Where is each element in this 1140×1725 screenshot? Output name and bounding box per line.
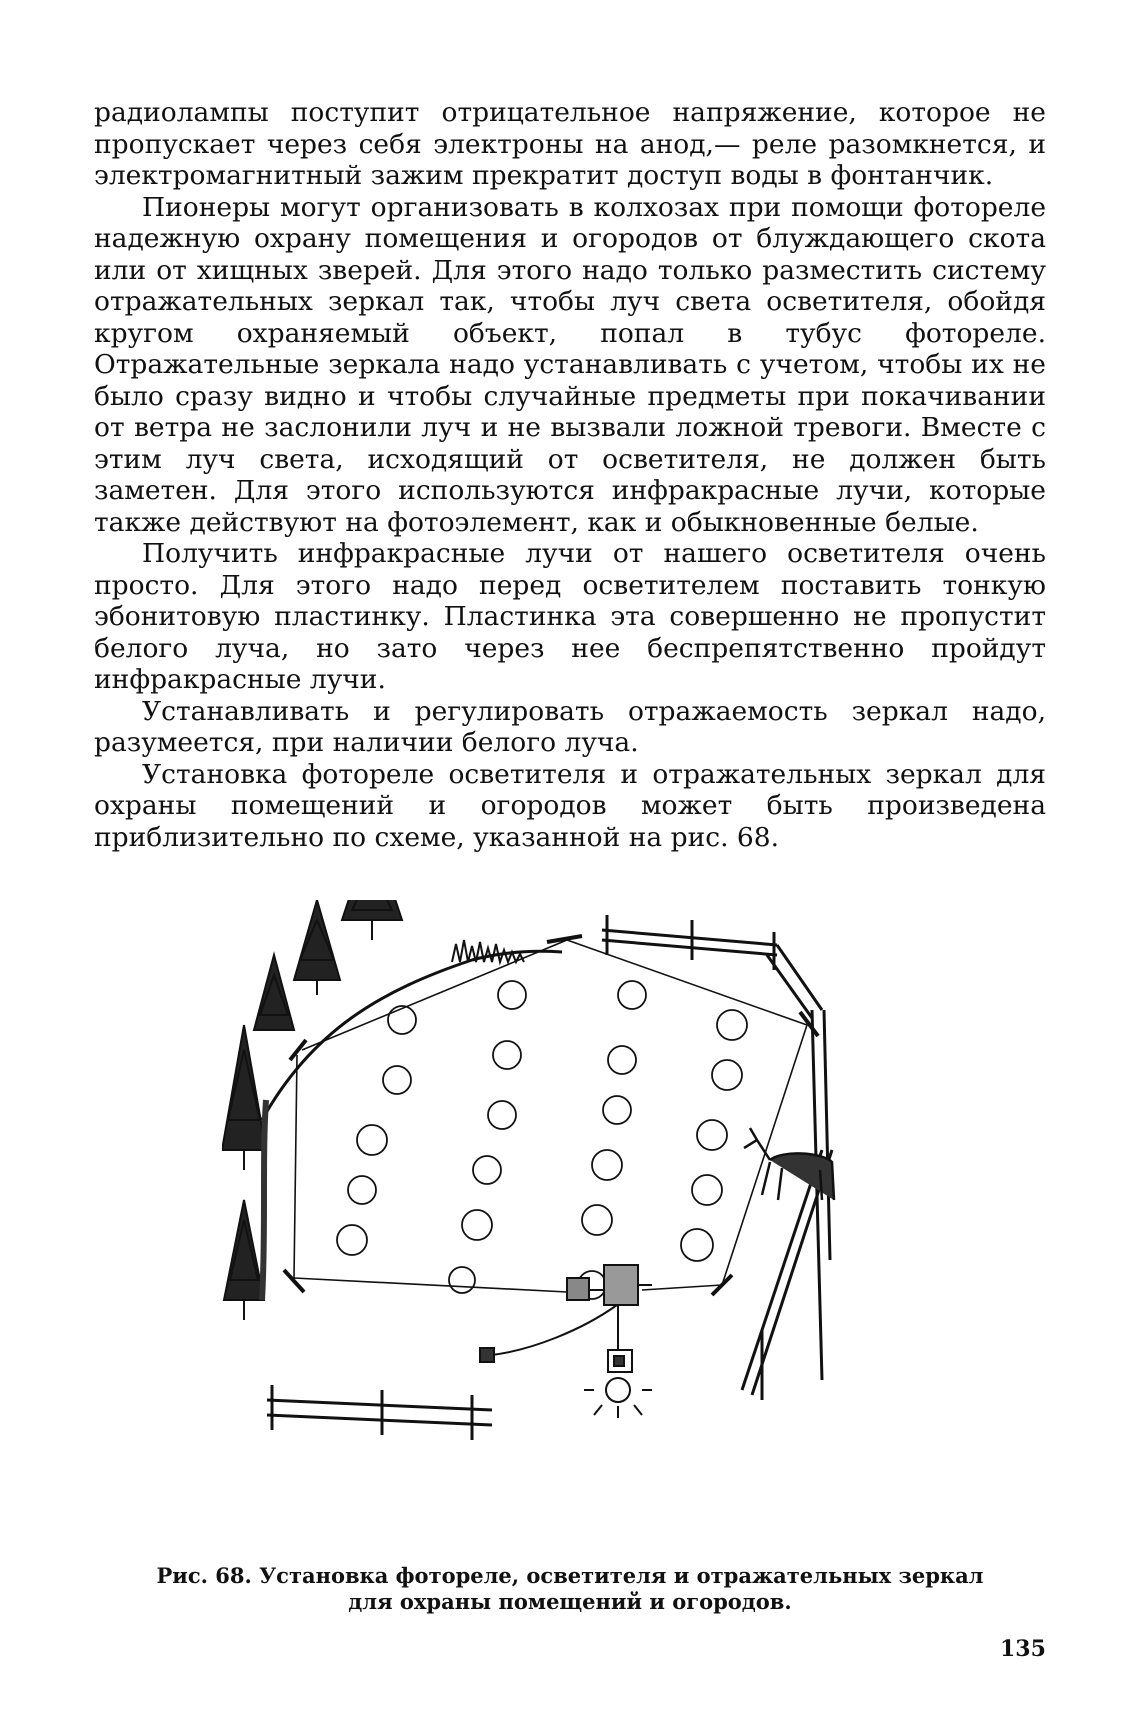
mirror-icon xyxy=(284,936,818,1295)
left-hedge xyxy=(262,1100,266,1300)
tree-icon xyxy=(224,1200,264,1320)
goat-icon xyxy=(744,1128,834,1200)
photorelay-unit xyxy=(567,1265,652,1305)
paragraph-5: Установка фотореле осветителя и отражательных зеркал для охраны помещений и огородов может быть произведена приблизительно по схеме, указанной на рис. 68. xyxy=(94,758,1046,853)
paragraph-3: Получить инфракрасные лучи от нашего осветителя очень просто. Для этого надо перед осветителем поставить тонкую эбонитовую пластинку. Пластинка эта совершенно не пропустит белого луча, но зато через нее беспрепятственно пройдут инфракрасные лучи. xyxy=(94,538,1046,695)
light-source-icon xyxy=(584,1350,652,1418)
garden-protection-diagram xyxy=(222,900,922,1530)
cabbage-rows xyxy=(337,981,747,1299)
figure-68-illustration xyxy=(222,900,922,1530)
paragraph-2: Пионеры могут организовать в колхозах при помощи фотореле надежную охрану помещения и огородов от блуждающего скота или от хищных зверей. Для этого надо только разместить систему отражательных зеркал так, чтобы луч света осветителя, обойдя кругом охраняемый объект, попал в тубус фотореле. Отражательные зеркала надо устанавливать с учетом, чтобы их не было сразу видно и чтобы случайные предметы при покачивании от ветра не заслонили луч и не вызвали ложной тревоги. Вместе с этим луч света, исходящий от осветителя, не должен быть заметен. Для этого используются инфракрасные лучи, которые также действуют на фотоэлемент, как и обыкновенные белые. xyxy=(94,191,1046,538)
tree-icon xyxy=(294,900,340,995)
cable xyxy=(480,1305,618,1362)
caption-line-2: для охраны помещений и огородов. xyxy=(348,1589,792,1614)
tree-icon xyxy=(342,900,402,940)
caption-line-1: Рис. 68. Установка фотореле, осветителя и отражательных зеркал xyxy=(156,1563,984,1588)
light-beam-path xyxy=(294,940,807,1292)
body-text xyxy=(94,97,1046,853)
tree-icon xyxy=(222,1025,266,1170)
tree-icon xyxy=(254,955,294,1030)
fence-bottom-left xyxy=(267,1385,492,1440)
fence-top-right xyxy=(602,915,830,1380)
page-number: 135 xyxy=(1000,1636,1046,1662)
paragraph-4: Устанавливать и регулировать отражаемость зеркал надо, разумеется, при наличии белого луча. xyxy=(94,695,1046,758)
paragraph-1: радиолампы поступит отрицательное напряжение, которое не пропускает через себя электроны на анод,— реле разомкнется, и электромагнитный зажим прекратит доступ воды в фонтанчик. xyxy=(94,97,1046,191)
figure-caption xyxy=(130,1563,1010,1615)
hedge-grass xyxy=(452,940,524,962)
